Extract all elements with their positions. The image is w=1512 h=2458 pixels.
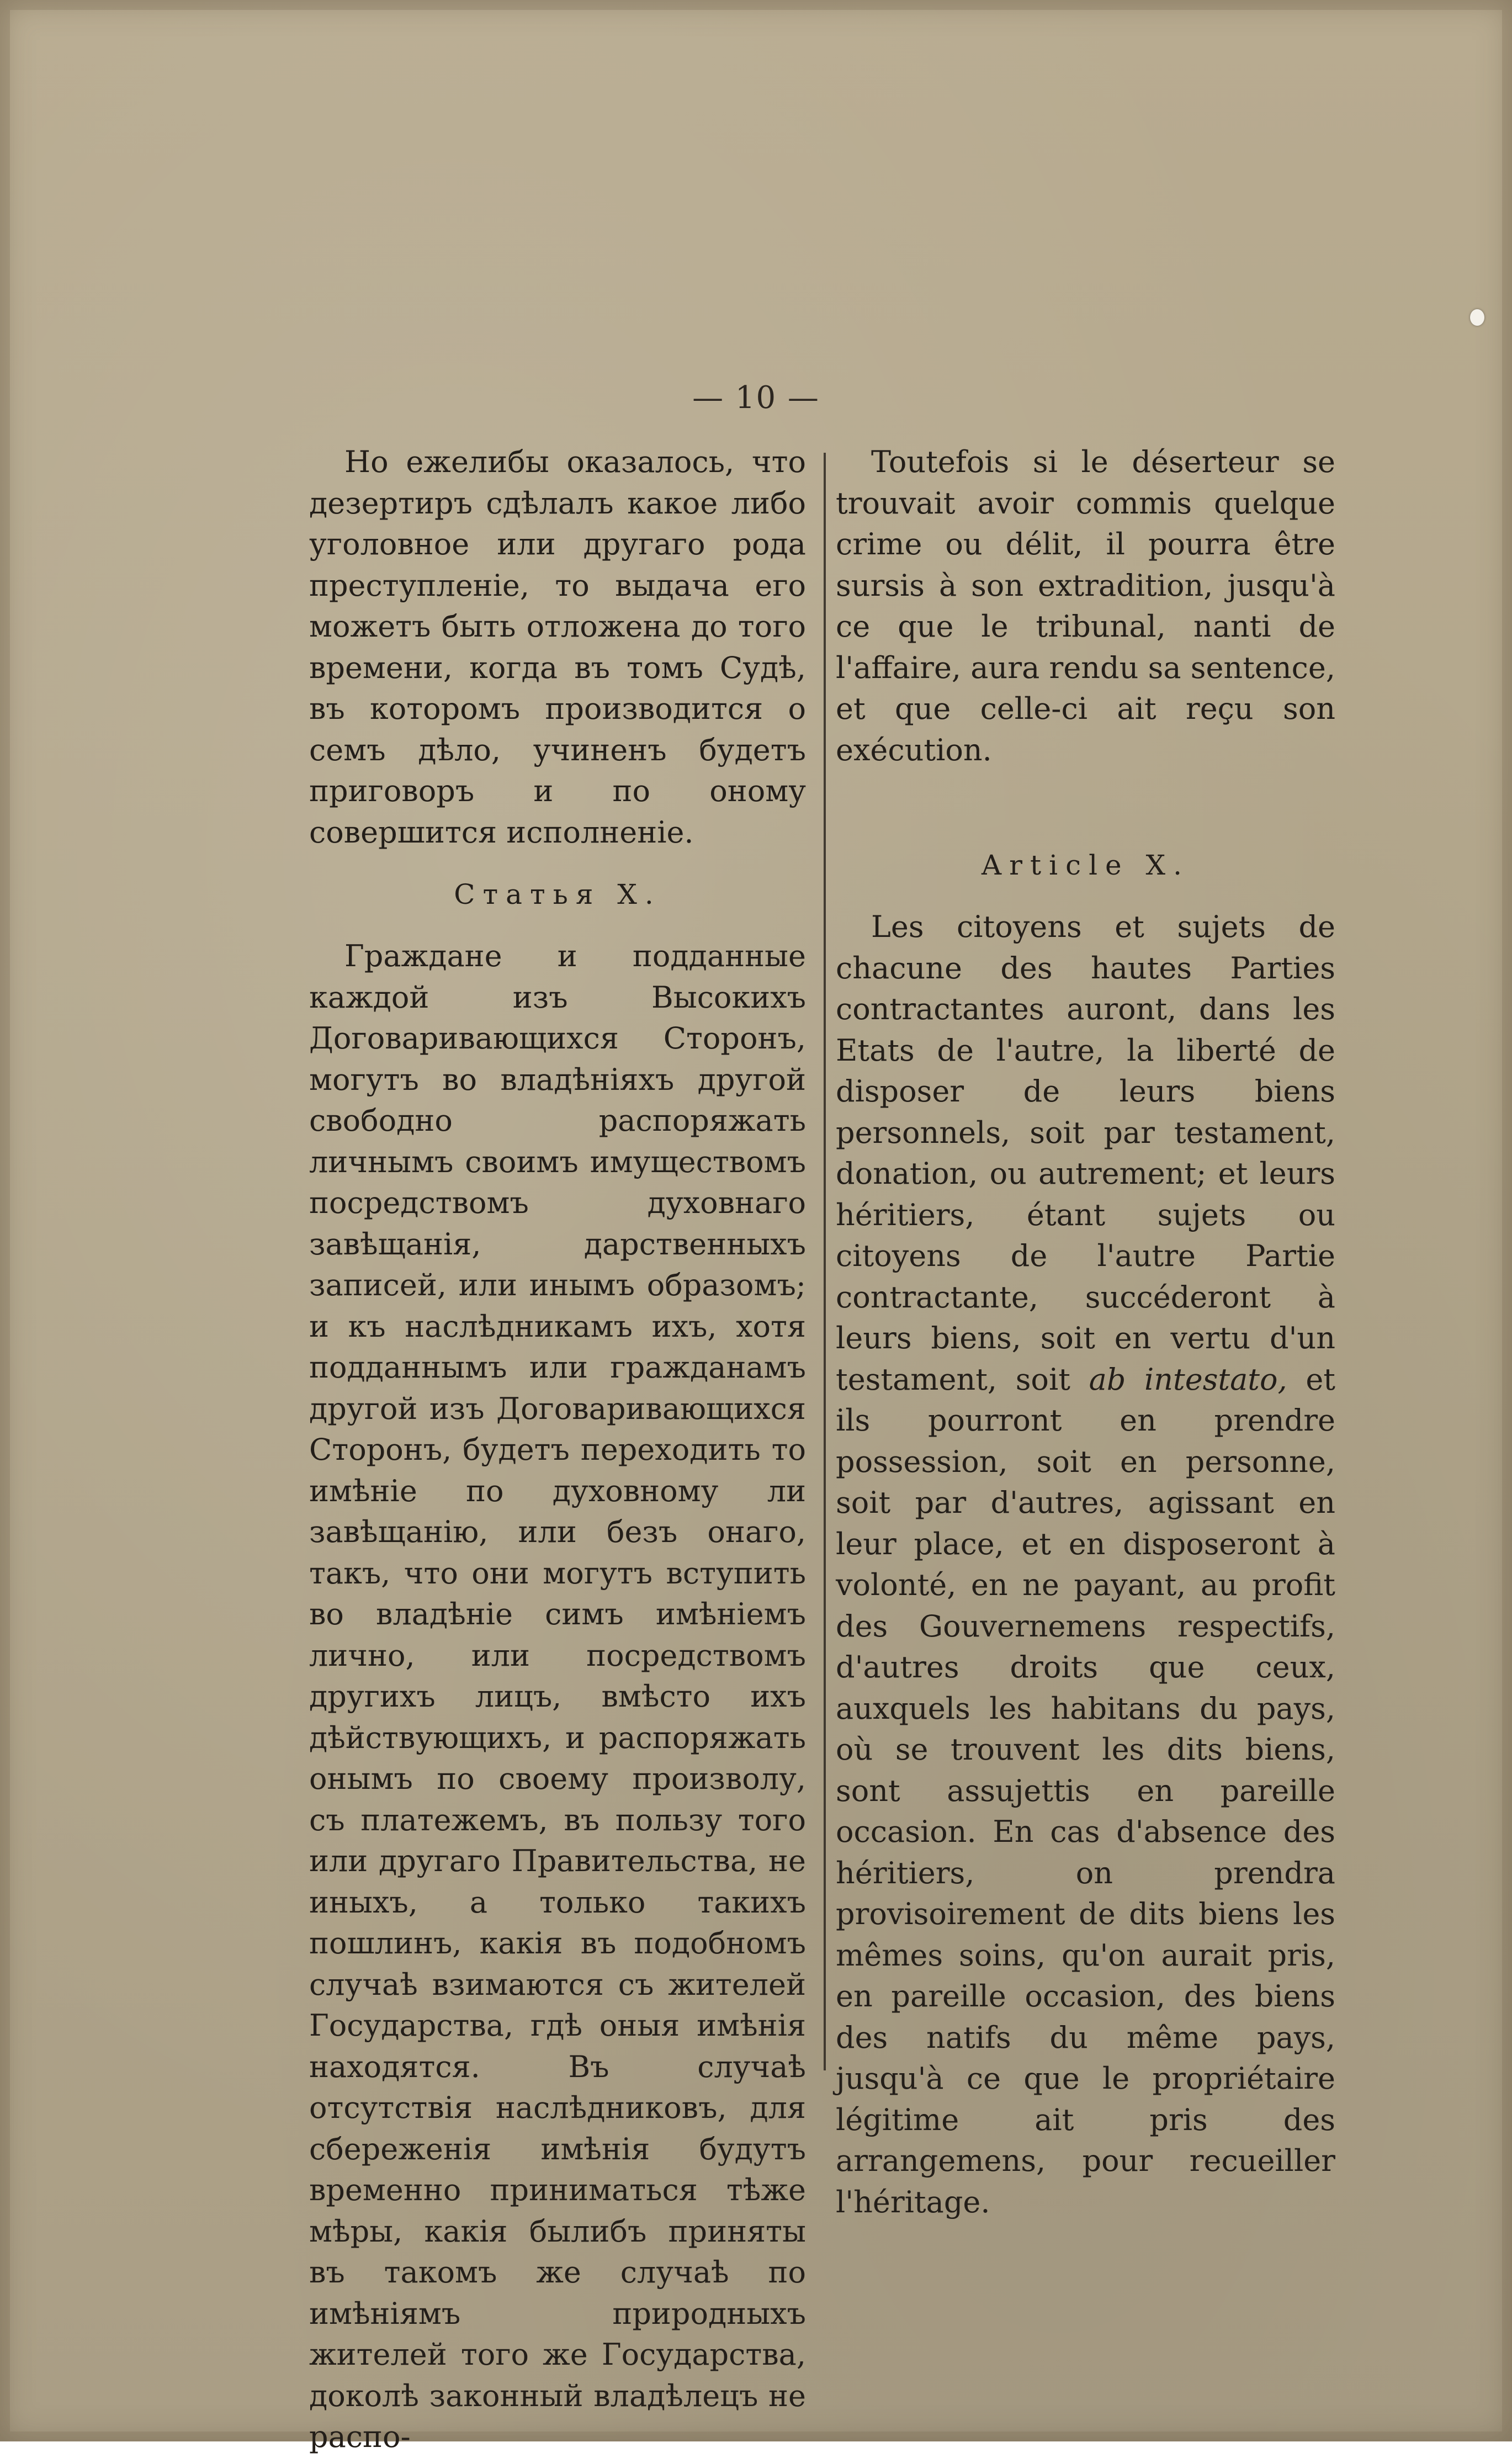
russian-column — [309, 442, 806, 2458]
column-divider — [824, 453, 826, 2070]
french-column — [836, 442, 1335, 2223]
russian-article-heading: Статья X. — [454, 878, 661, 910]
russian-paragraph-1: Но ежелибы оказалось, что дезертиръ сдѣлалъ какое либо уголовное или другаго рода преступленіе, то выдача его можетъ быть отложена до того времени, когда въ томъ Судѣ, въ которомъ производится о семъ дѣло, учиненъ будетъ приговоръ и по оному совершится исполненіе. — [309, 444, 806, 850]
page-number: — 10 — — [692, 380, 820, 416]
paper-hole — [1470, 309, 1484, 326]
french-paragraph-1: Toutefois si le déserteur se trouvait avoir commis quelque crime ou délit, il pourra être sursis à son extradition, jusqu'à ce que le tribunal, nanti de l'affaire, aura rendu sa sentence, et que celle-ci ait reçu son exécution. — [836, 444, 1335, 767]
french-paragraph-2 — [836, 907, 1335, 2223]
russian-paragraph-2: Граждане и подданные каждой изъ Высокихъ Договаривающихся Сторонъ, могутъ во владѣніяхъ другой свободно распоряжать личнымъ своимъ имуществомъ посредствомъ духовнаго завѣщанія, дарственныхъ записей, или инымъ образомъ; и къ наслѣдникамъ ихъ, хотя подданнымъ или гражданамъ другой изъ Договаривающихся Сторонъ, будетъ переходить то имѣніе по духовному ли завѣщанію, или безъ онаго, такъ, что они могутъ вступить во владѣніе симъ имѣніемъ лично, или посредствомъ другихъ лицъ, вмѣсто ихъ дѣйствующихъ, и распоряжать онымъ по своему произволу, съ платежемъ, въ пользу того или другаго Правительства, не иныхъ, а только такихъ пошлинъ, какія въ подобномъ случаѣ взимаются съ жителей Государства, гдѣ оныя имѣнія находятся. Въ случаѣ отсутствія наслѣдниковъ, для сбереженія имѣнія будутъ временно приниматься тѣже мѣры, какія былибъ приняты въ такомъ же случаѣ по имѣніямъ природныхъ жителей того же Государства, доколѣ законный владѣлецъ не распо- — [309, 939, 806, 2454]
french-paragraph-2-italic: ab intestato, — [1089, 1362, 1287, 1397]
french-paragraph-2-text-a: Les citoyens et sujets de chacune des hautes Parties contractantes auront, dans les Etats de l'autre, la liberté de disposer de leurs biens personnels, soit par testament, donation, ou autrement; et leurs héritiers, étant sujets ou citoyens de l'autre Partie contractante, succéderont à leurs biens, soit en vertu d'un testament, soit — [836, 909, 1335, 1397]
french-paragraph-2-text-b: et ils pourront en prendre possession, soit en personne, soit par d'autres, agissant en leur place, et en disposeront à volonté, en ne payant, au profit des Gouvernemens respectifs, d'autres droits que ceux, auxquels les habitans du pays, où se trouvent les dits biens, sont assujettis en pareille occasion. En cas d'absence des héritiers, on prendra provisoirement de dits biens les mêmes soins, qu'on aurait pris, en pareille occasion, des biens des natifs du même pays, jusqu'à ce que le propriétaire légitime ait pris des arrangemens, pour recueiller l'héritage. — [836, 1362, 1335, 2219]
french-article-heading: Article X. — [981, 849, 1190, 881]
